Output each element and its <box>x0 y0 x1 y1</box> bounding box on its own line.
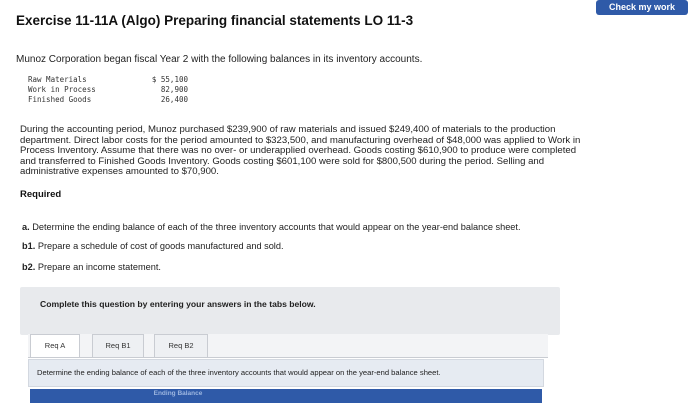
paragraph-line: and transferred to Finished Goods Inventory. Goods costing $601,100 were sold for $800,500 during the period. Selling and <box>20 155 545 167</box>
instructions-text: Complete this question by entering your answers in the tabs below. <box>40 299 316 309</box>
answer-table-header <box>30 389 542 403</box>
inventory-balances <box>28 75 188 105</box>
required-key: b1. <box>22 241 36 251</box>
check-my-work-button[interactable]: Check my work <box>596 0 688 15</box>
tab-instruction-text: Determine the ending balance of each of the three inventory accounts that would appear on the year-end balance sheet. <box>37 368 441 377</box>
tab-req-b1[interactable]: Req B1 <box>92 334 144 357</box>
balance-label: Raw Materials <box>28 75 87 84</box>
balance-label: Work in Process <box>28 85 96 94</box>
balance-row <box>28 75 188 85</box>
balance-amount: 82,900 <box>160 85 188 94</box>
page-title: Exercise 11-11A (Algo) Preparing financial statements LO 11-3 <box>16 13 414 28</box>
balance-row <box>28 85 188 95</box>
balance-label: Finished Goods <box>28 95 92 104</box>
balance-amount: 26,400 <box>160 95 188 104</box>
required-item-a <box>22 222 521 232</box>
ending-balance-header: Ending Balance <box>153 390 203 397</box>
balance-amount: $ 55,100 <box>151 75 188 84</box>
paragraph-line: Process Inventory. Assume that there was no over- or underapplied overhead. Goods costing $610,900 to produce were completed <box>20 145 577 157</box>
required-text: Prepare an income statement. <box>37 262 161 272</box>
problem-paragraph <box>20 125 660 178</box>
required-heading: Required <box>20 189 62 200</box>
required-key: a. <box>22 222 30 232</box>
required-text: Prepare a schedule of cost of goods manufactured and sold. <box>37 241 284 251</box>
paragraph-line: During the accounting period, Munoz purchased $239,900 of raw materials and issued $249,400 of materials to the production <box>20 124 556 135</box>
required-text: Determine the ending balance of each of the three inventory accounts that would appear on the year-end balance sheet. <box>32 222 521 232</box>
intro-text: Munoz Corporation began fiscal Year 2 with the following balances in its inventory accounts. <box>16 54 423 65</box>
tab-req-a[interactable]: Req A <box>30 334 80 357</box>
paragraph-line: administrative expenses amounted to $70,900. <box>20 166 219 178</box>
required-item-b1 <box>22 241 284 251</box>
required-key: b2. <box>22 262 36 272</box>
tab-req-b2[interactable]: Req B2 <box>154 334 208 357</box>
required-item-b2 <box>22 262 161 272</box>
paragraph-line: department. Direct labor costs for the period amounted to $323,500, and manufacturing overhead of $48,000 was applied to Work in <box>20 134 581 146</box>
answer-panel <box>20 287 560 335</box>
balance-row <box>28 95 188 105</box>
